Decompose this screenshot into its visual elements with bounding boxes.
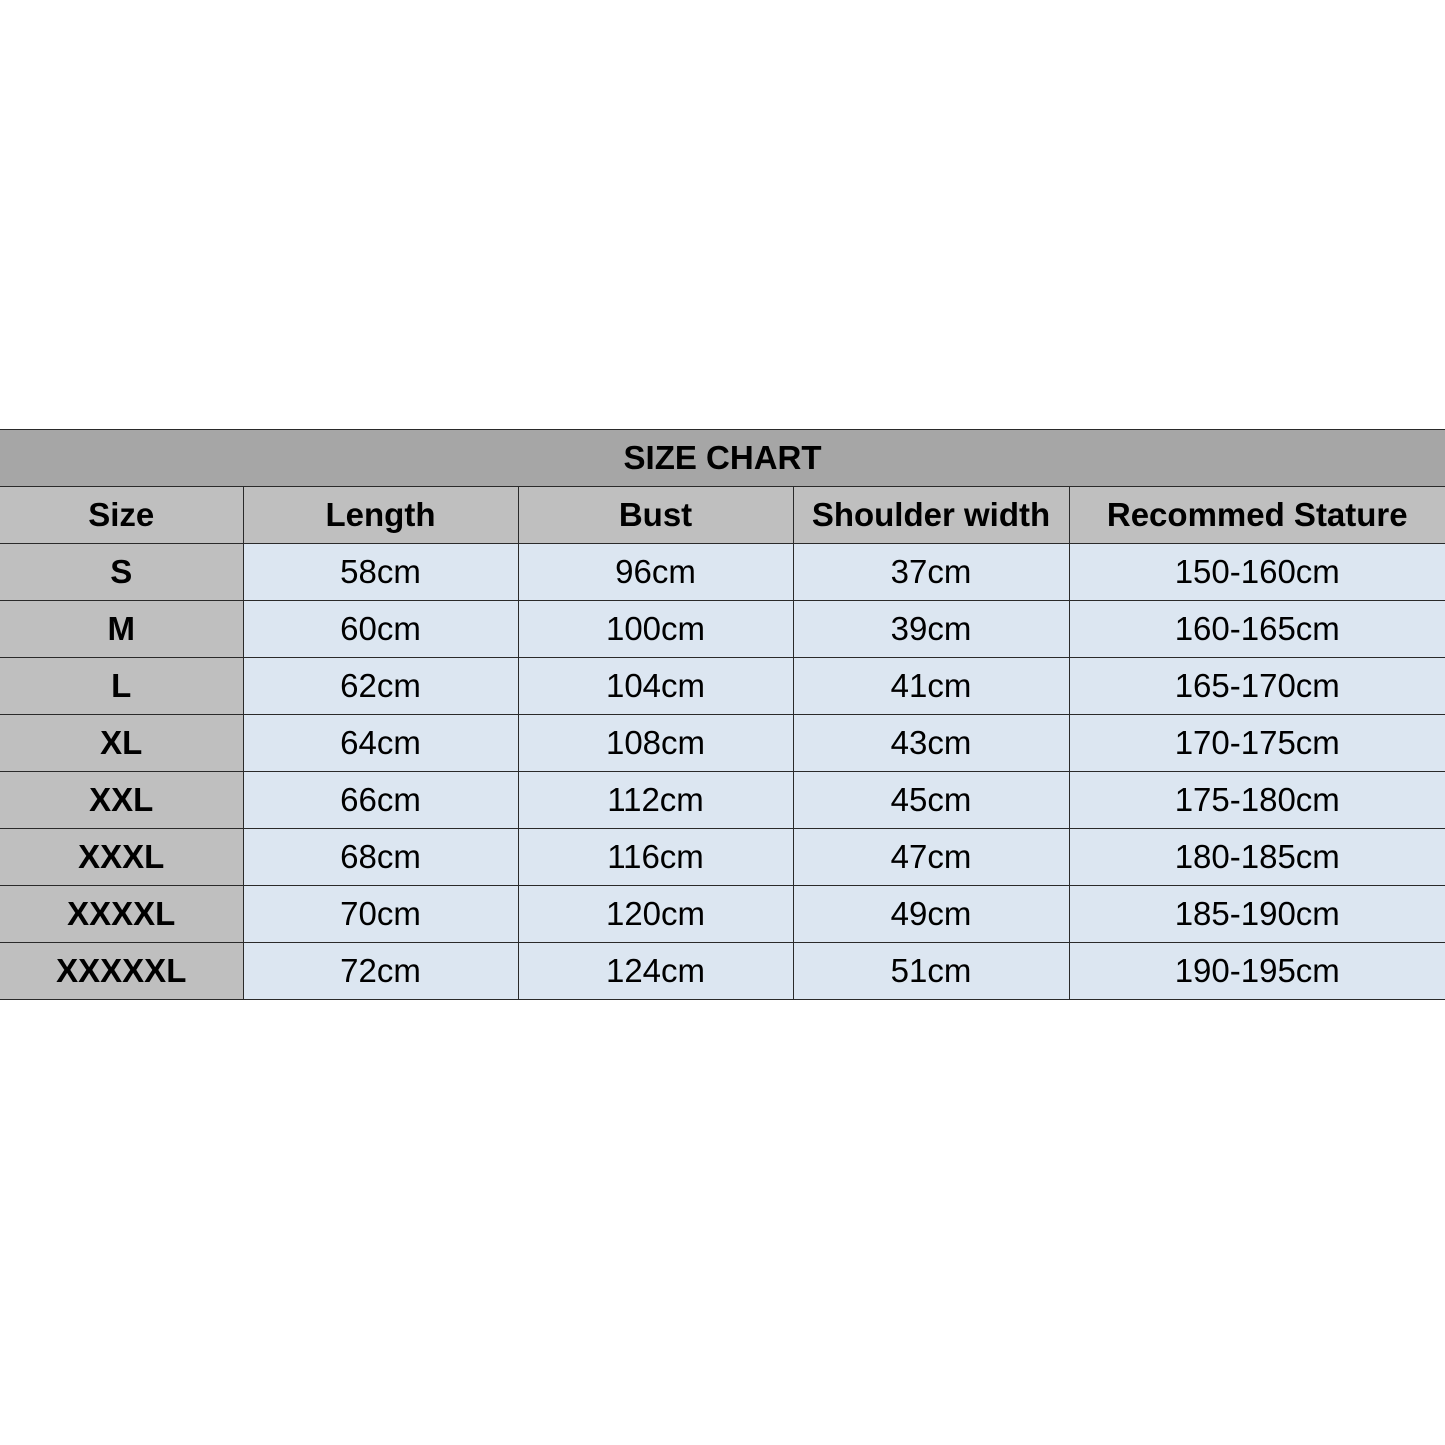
shoulder-width-cell: 37cm bbox=[793, 544, 1069, 601]
length-cell: 60cm bbox=[243, 601, 518, 658]
table-row bbox=[0, 601, 1445, 658]
shoulder-width-cell: 45cm bbox=[793, 772, 1069, 829]
shoulder-width-cell: 43cm bbox=[793, 715, 1069, 772]
bust-cell: 100cm bbox=[518, 601, 793, 658]
table-row bbox=[0, 715, 1445, 772]
table-row bbox=[0, 658, 1445, 715]
bust-cell: 112cm bbox=[518, 772, 793, 829]
stature-cell: 170-175cm bbox=[1069, 715, 1445, 772]
size-cell: XL bbox=[0, 715, 243, 772]
column-header-recommed-stature: Recommed Stature bbox=[1069, 487, 1445, 544]
column-header-bust: Bust bbox=[518, 487, 793, 544]
size-cell: M bbox=[0, 601, 243, 658]
size-cell: S bbox=[0, 544, 243, 601]
bust-cell: 96cm bbox=[518, 544, 793, 601]
size-cell: XXXXL bbox=[0, 886, 243, 943]
shoulder-width-cell: 51cm bbox=[793, 943, 1069, 1000]
table-row bbox=[0, 886, 1445, 943]
stature-cell: 185-190cm bbox=[1069, 886, 1445, 943]
stature-cell: 165-170cm bbox=[1069, 658, 1445, 715]
bust-cell: 116cm bbox=[518, 829, 793, 886]
header-row bbox=[0, 487, 1445, 544]
column-header-shoulder-width: Shoulder width bbox=[793, 487, 1069, 544]
table-body bbox=[0, 544, 1445, 1000]
length-cell: 66cm bbox=[243, 772, 518, 829]
table-row bbox=[0, 544, 1445, 601]
size-cell: XXL bbox=[0, 772, 243, 829]
column-header-length: Length bbox=[243, 487, 518, 544]
table-row bbox=[0, 943, 1445, 1000]
length-cell: 72cm bbox=[243, 943, 518, 1000]
table-row bbox=[0, 772, 1445, 829]
stature-cell: 175-180cm bbox=[1069, 772, 1445, 829]
length-cell: 64cm bbox=[243, 715, 518, 772]
stature-cell: 150-160cm bbox=[1069, 544, 1445, 601]
bust-cell: 124cm bbox=[518, 943, 793, 1000]
length-cell: 70cm bbox=[243, 886, 518, 943]
stature-cell: 180-185cm bbox=[1069, 829, 1445, 886]
stature-cell: 190-195cm bbox=[1069, 943, 1445, 1000]
size-chart-table bbox=[0, 429, 1445, 1000]
length-cell: 62cm bbox=[243, 658, 518, 715]
shoulder-width-cell: 49cm bbox=[793, 886, 1069, 943]
shoulder-width-cell: 47cm bbox=[793, 829, 1069, 886]
bust-cell: 120cm bbox=[518, 886, 793, 943]
bust-cell: 104cm bbox=[518, 658, 793, 715]
stature-cell: 160-165cm bbox=[1069, 601, 1445, 658]
length-cell: 58cm bbox=[243, 544, 518, 601]
length-cell: 68cm bbox=[243, 829, 518, 886]
size-cell: XXXXXL bbox=[0, 943, 243, 1000]
shoulder-width-cell: 39cm bbox=[793, 601, 1069, 658]
column-header-size: Size bbox=[0, 487, 243, 544]
title-row bbox=[0, 430, 1445, 487]
bust-cell: 108cm bbox=[518, 715, 793, 772]
shoulder-width-cell: 41cm bbox=[793, 658, 1069, 715]
table-row bbox=[0, 829, 1445, 886]
size-cell: XXXL bbox=[0, 829, 243, 886]
size-cell: L bbox=[0, 658, 243, 715]
chart-title: SIZE CHART bbox=[0, 430, 1445, 487]
